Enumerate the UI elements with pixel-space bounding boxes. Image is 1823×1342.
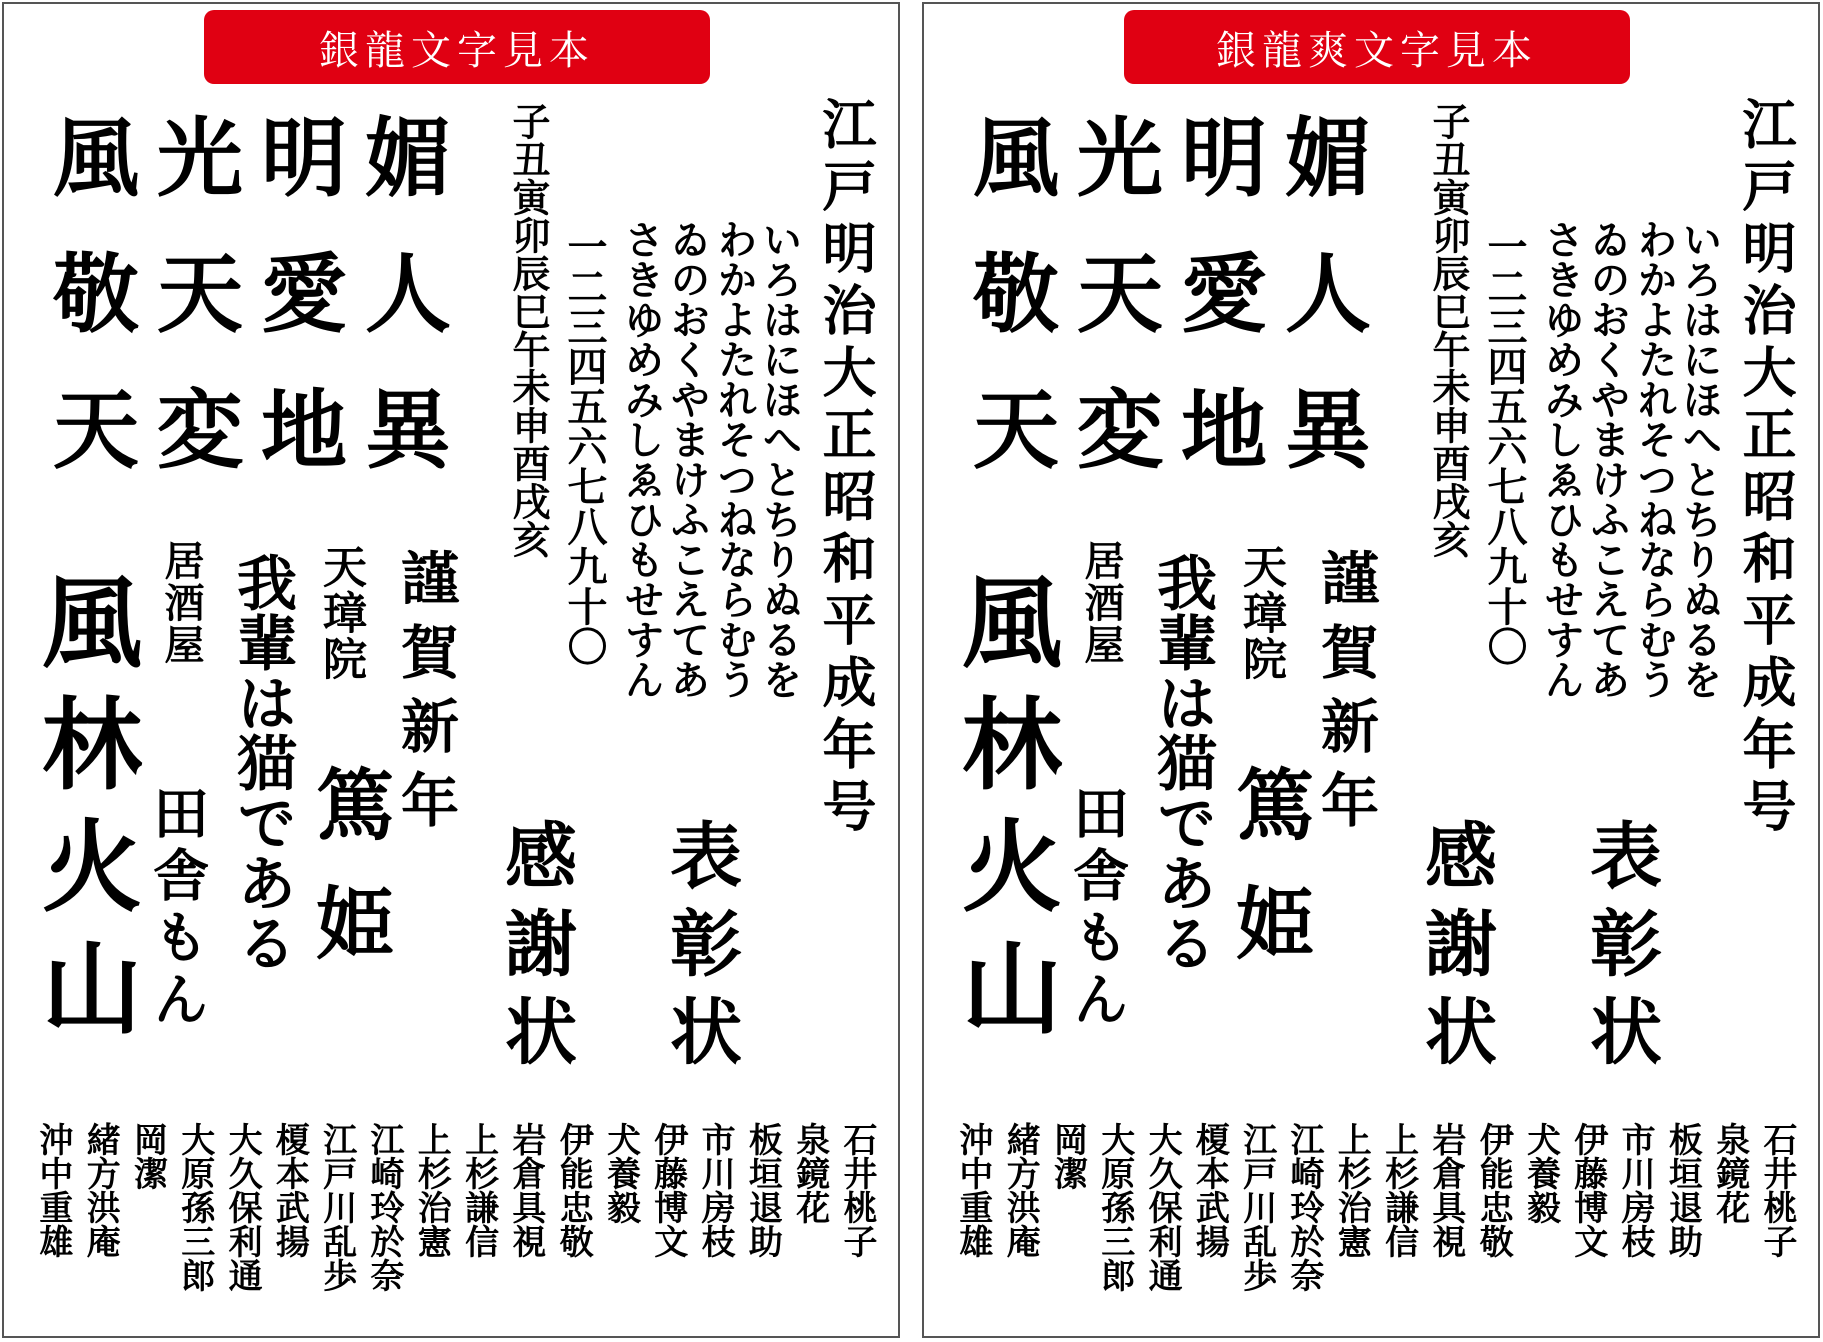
person-name: 伊藤博文 <box>647 1122 688 1258</box>
person-name: 上杉治憲 <box>411 1122 452 1258</box>
specimen-panel-ginryu <box>2 2 900 1338</box>
iroha-column: ゐのおくやまけふこえてあ <box>1584 219 1631 699</box>
zodiac-column: 子丑寅卯辰巳午未申酉戌亥 <box>1426 102 1471 558</box>
atsuhime-text: 篤姫 <box>303 764 394 1000</box>
large-kanji-grid <box>46 108 458 488</box>
era-names-column: 江戸明治大正昭和平成年号 <box>1734 96 1798 840</box>
grid-kanji: 地 <box>1181 380 1267 481</box>
era-names-column: 江戸明治大正昭和平成年号 <box>814 96 878 840</box>
person-name: 石井桃子 <box>837 1122 877 1258</box>
person-name: 市川房枝 <box>1615 1122 1656 1258</box>
iroha-column: いろはにほへとちりぬるを <box>756 219 803 699</box>
person-name: 上杉謙信 <box>458 1122 499 1258</box>
specimen-title-banner: 銀龍文字見本 <box>204 10 710 84</box>
person-name: 伊藤博文 <box>1567 1122 1608 1258</box>
grid-kanji: 人 <box>365 244 451 345</box>
inakamon-text: 田舎もん <box>1064 784 1130 1032</box>
furinkazan-text: 風林火山 <box>945 570 1063 1058</box>
grid-kanji: 明 <box>1181 108 1267 209</box>
atsuhime-text: 篤姫 <box>1223 764 1314 1000</box>
person-name: 大久保利通 <box>1142 1122 1183 1292</box>
iroha-column: わかよたれそつねならむう <box>1631 219 1678 699</box>
izakaya-text: 居酒屋 <box>1078 540 1125 666</box>
grid-kanji: 光 <box>157 108 243 209</box>
person-name: 板垣退助 <box>742 1122 783 1258</box>
person-name: 岡潔 <box>127 1122 168 1190</box>
zodiac-column: 子丑寅卯辰巳午未申酉戌亥 <box>506 102 551 558</box>
person-name: 沖中重雄 <box>32 1122 73 1258</box>
grid-kanji: 愛 <box>261 244 347 345</box>
person-name: 泉鏡花 <box>1709 1122 1750 1224</box>
person-name: 緒方洪庵 <box>80 1122 121 1258</box>
person-name: 江戸川乱歩 <box>316 1122 357 1292</box>
person-name: 江崎玲於奈 <box>364 1122 404 1292</box>
izakaya-text: 居酒屋 <box>158 540 205 666</box>
specimen-title-banner: 銀龍爽文字見本 <box>1124 10 1630 84</box>
grid-kanji: 異 <box>1285 380 1371 481</box>
wagahai-text: 我輩は猫である <box>1147 552 1217 972</box>
person-name: 大久保利通 <box>222 1122 263 1292</box>
tenshoin-text: 天璋院 <box>315 544 366 682</box>
person-name: 岩倉具視 <box>1425 1122 1466 1258</box>
person-name: 大原孫三郎 <box>1094 1122 1135 1292</box>
person-name: 伊能忠敬 <box>1473 1122 1514 1258</box>
person-name: 緒方洪庵 <box>1000 1122 1041 1258</box>
kinga-shinnen-text: 謹賀新年 <box>1311 548 1379 844</box>
person-name: 上杉謙信 <box>1378 1122 1419 1258</box>
person-name: 犬養毅 <box>600 1122 641 1224</box>
person-name: 榎本武揚 <box>269 1122 310 1258</box>
grid-kanji: 光 <box>1077 108 1163 209</box>
specimen-panel-ginryu-so <box>922 2 1820 1338</box>
grid-kanji: 天 <box>1077 244 1163 345</box>
iroha-column: いろはにほへとちりぬるを <box>1676 219 1723 699</box>
grid-kanji: 天 <box>157 244 243 345</box>
person-name: 板垣退助 <box>1662 1122 1703 1258</box>
grid-kanji: 敬 <box>973 244 1059 345</box>
person-name: 伊能忠敬 <box>553 1122 594 1258</box>
person-name: 上杉治憲 <box>1331 1122 1372 1258</box>
grid-kanji: 風 <box>973 108 1059 209</box>
grid-kanji: 変 <box>157 380 243 481</box>
kinga-shinnen-text: 謹賀新年 <box>391 548 459 844</box>
person-name: 泉鏡花 <box>789 1122 830 1224</box>
kanshajo-text: 感謝状 <box>493 818 578 1082</box>
wagahai-text: 我輩は猫である <box>227 552 297 972</box>
person-name: 大原孫三郎 <box>174 1122 215 1292</box>
grid-kanji: 変 <box>1077 380 1163 481</box>
kanshajo-text: 感謝状 <box>1413 818 1498 1082</box>
hyoshojo-text: 表彰状 <box>658 818 743 1082</box>
person-name: 沖中重雄 <box>952 1122 993 1258</box>
grid-kanji: 地 <box>261 380 347 481</box>
iroha-column: さきゆめみしゑひもせすん <box>618 219 665 699</box>
tenshoin-text: 天璋院 <box>1235 544 1286 682</box>
grid-kanji: 媚 <box>365 108 451 209</box>
person-name: 石井桃子 <box>1757 1122 1797 1258</box>
grid-kanji: 愛 <box>1181 244 1267 345</box>
person-name: 市川房枝 <box>695 1122 736 1258</box>
numerals-column: 一二三四五六七八九十〇 <box>1481 226 1528 666</box>
person-name: 江戸川乱歩 <box>1236 1122 1277 1292</box>
grid-kanji: 敬 <box>53 244 139 345</box>
hyoshojo-text: 表彰状 <box>1578 818 1663 1082</box>
grid-kanji: 人 <box>1285 244 1371 345</box>
person-name: 榎本武揚 <box>1189 1122 1230 1258</box>
furinkazan-text: 風林火山 <box>25 570 143 1058</box>
numerals-column: 一二三四五六七八九十〇 <box>561 226 608 666</box>
person-name: 江崎玲於奈 <box>1284 1122 1324 1292</box>
person-name: 岩倉具視 <box>505 1122 546 1258</box>
person-name: 岡潔 <box>1047 1122 1088 1190</box>
inakamon-text: 田舎もん <box>144 784 210 1032</box>
grid-kanji: 異 <box>365 380 451 481</box>
grid-kanji: 媚 <box>1285 108 1371 209</box>
large-kanji-grid <box>966 108 1378 488</box>
iroha-column: ゐのおくやまけふこえてあ <box>664 219 711 699</box>
iroha-column: さきゆめみしゑひもせすん <box>1538 219 1585 699</box>
grid-kanji: 風 <box>53 108 139 209</box>
grid-kanji: 明 <box>261 108 347 209</box>
iroha-column: わかよたれそつねならむう <box>711 219 758 699</box>
grid-kanji: 天 <box>53 380 139 481</box>
grid-kanji: 天 <box>973 380 1059 481</box>
person-name: 犬養毅 <box>1520 1122 1561 1224</box>
